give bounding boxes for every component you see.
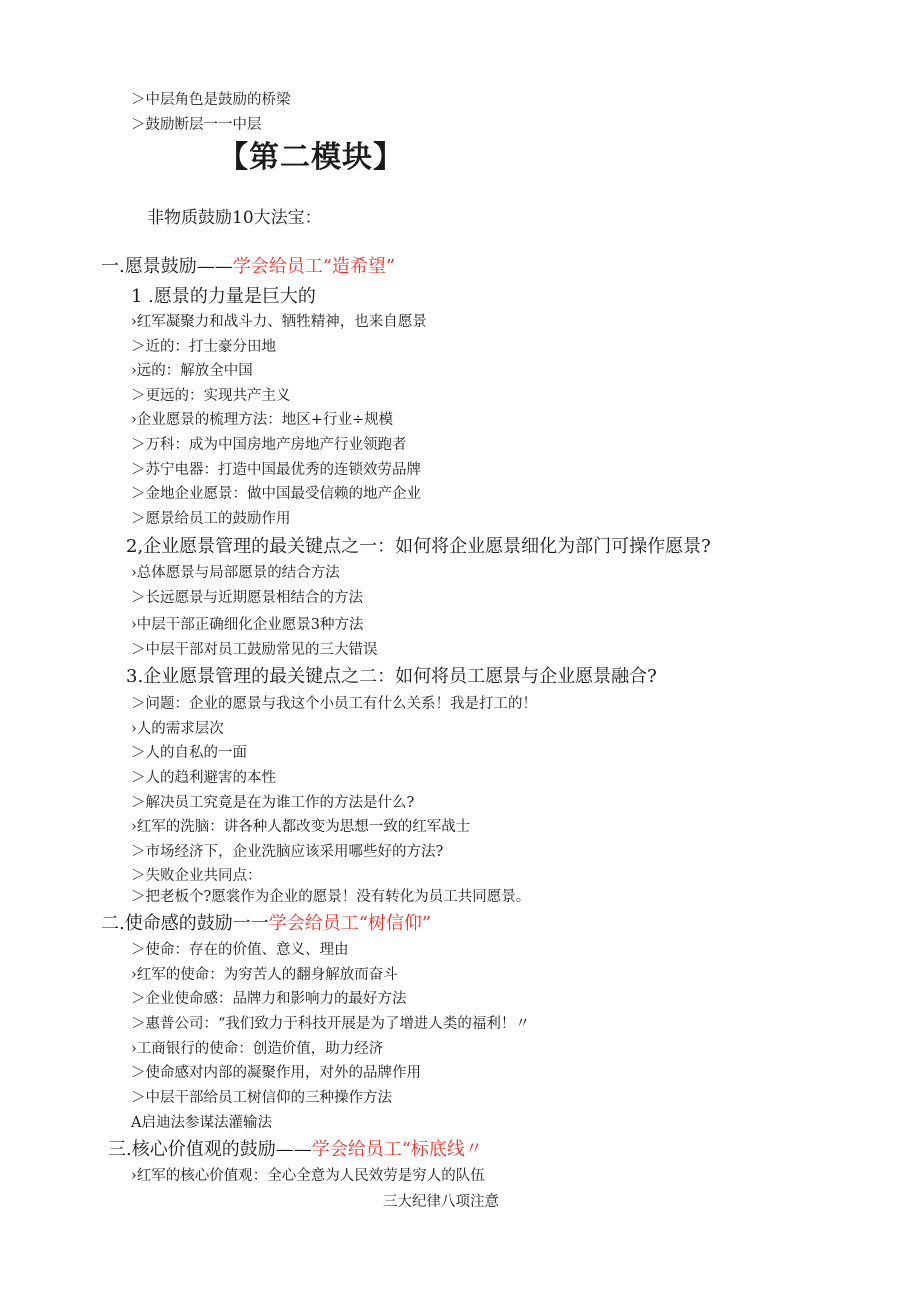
list-item: ›企业愿景的梳理方法：地区+行业÷规模 <box>131 412 394 428</box>
list-item: ＞中层干部给员工树信仰的三种操作方法 <box>131 1090 392 1106</box>
section2-heading <box>101 915 431 933</box>
list-item: ›人的需求层次 <box>131 721 224 737</box>
list-item: ›远的：解放全中国 <box>131 363 253 379</box>
section3-heading-highlight: 学会给员工“标底线〃 <box>311 1139 483 1160</box>
list-item: ＞人的趋利避害的本性 <box>131 770 276 786</box>
list-item: ›红军的使命：为穷苦人的翻身解放而奋斗 <box>131 967 398 983</box>
list-item: ＞近的：打士豪分田地 <box>131 339 276 355</box>
section1-point1: 1 .愿景的力量是巨大的 <box>131 286 316 307</box>
list-item: ＞企业使命感：品牌力和影响力的最好方法 <box>131 991 407 1007</box>
section1-point2: 2,企业愿景管理的最关键点之一：如何将企业愿景细化为部门可操作愿景? <box>126 536 711 557</box>
list-item: ＞解决员工究竟是在为谁工作的方法是什么? <box>131 795 415 811</box>
section2-heading-highlight: 学会给员工“树信仰” <box>268 913 432 934</box>
section2-heading-prefix: 二.使命感的鼓励一一 <box>101 913 269 934</box>
section3-heading-prefix: 三.核心价值观的鼓励—— <box>108 1139 312 1160</box>
list-item: ›中层干部正确细化企业愿景3种方法 <box>131 617 364 633</box>
list-item: ＞中层干部对员工鼓励常见的三大错误 <box>131 642 378 658</box>
section3-heading <box>108 1141 483 1159</box>
list-item: ＞失败企业共同点： <box>131 868 262 884</box>
subtitle: 非物质鼓励10大法宝： <box>147 208 322 228</box>
list-item: ›总体愿景与局部愿景的结合方法 <box>131 565 340 581</box>
centered-line: 三大纪律八项注意 <box>383 1194 499 1210</box>
intro-line-2: ＞鼓励断层一一中层 <box>131 117 262 133</box>
list-item: A启迪法参谋法灌输法 <box>131 1115 272 1131</box>
list-item: ＞金地企业愿景：做中国最受信赖的地产企业 <box>131 486 421 502</box>
list-item: ›红军的洗脑：讲各种人都改变为思想一致的红军战士 <box>131 819 471 835</box>
list-item: ›红军凝聚力和战斗力、牺牲精神，也来自愿景 <box>131 314 427 330</box>
list-item: ＞人的自私的一面 <box>131 745 247 761</box>
intro-line-1: ＞中层角色是鼓励的桥梁 <box>131 92 291 108</box>
module-title: 【第二模块】 <box>218 140 404 175</box>
section1-heading <box>101 258 395 276</box>
list-item: ＞愿景给员工的鼓励作用 <box>131 511 291 527</box>
list-item: ＞长远愿景与近期愿景相结合的方法 <box>131 590 363 606</box>
list-item: ＞使命感对内部的凝聚作用，对外的品牌作用 <box>131 1065 421 1081</box>
list-item: ＞苏宁电器：打造中国最优秀的连锁效劳品牌 <box>131 462 421 478</box>
section1-heading-highlight: 学会给员工“造希望” <box>232 256 396 277</box>
section1-point3: 3.企业愿景管理的最关键点之二：如何将员工愿景与企业愿景融合? <box>126 666 657 687</box>
list-item: ›工商银行的使命：创造价值，助力经济 <box>131 1041 384 1057</box>
list-item: ＞市场经济下，企业洗脑应该采用哪些好的方法? <box>131 844 444 860</box>
list-item: ＞万科：成为中国房地产房地产行业领跑者 <box>131 437 407 453</box>
list-item: ＞问题：企业的愿景与我这个小员工有什么关系！我是打工的！ <box>131 696 537 712</box>
list-item: ＞使命：存在的价值、意义、理由 <box>131 942 349 958</box>
list-item: ›红军的核心价值观：全心全意为人民效劳是穷人的队伍 <box>131 1168 485 1184</box>
list-item: ＞把老板个?愿裳作为企业的愿景！没有转化为员工共同愿景。 <box>131 889 531 905</box>
list-item: ＞惠普公司：“我们致力于科技开展是为了增进人类的福利！〃 <box>131 1016 530 1032</box>
list-item: ＞更远的：实现共产主义 <box>131 388 291 404</box>
section1-heading-prefix: 一.愿景鼓励—— <box>101 256 233 277</box>
